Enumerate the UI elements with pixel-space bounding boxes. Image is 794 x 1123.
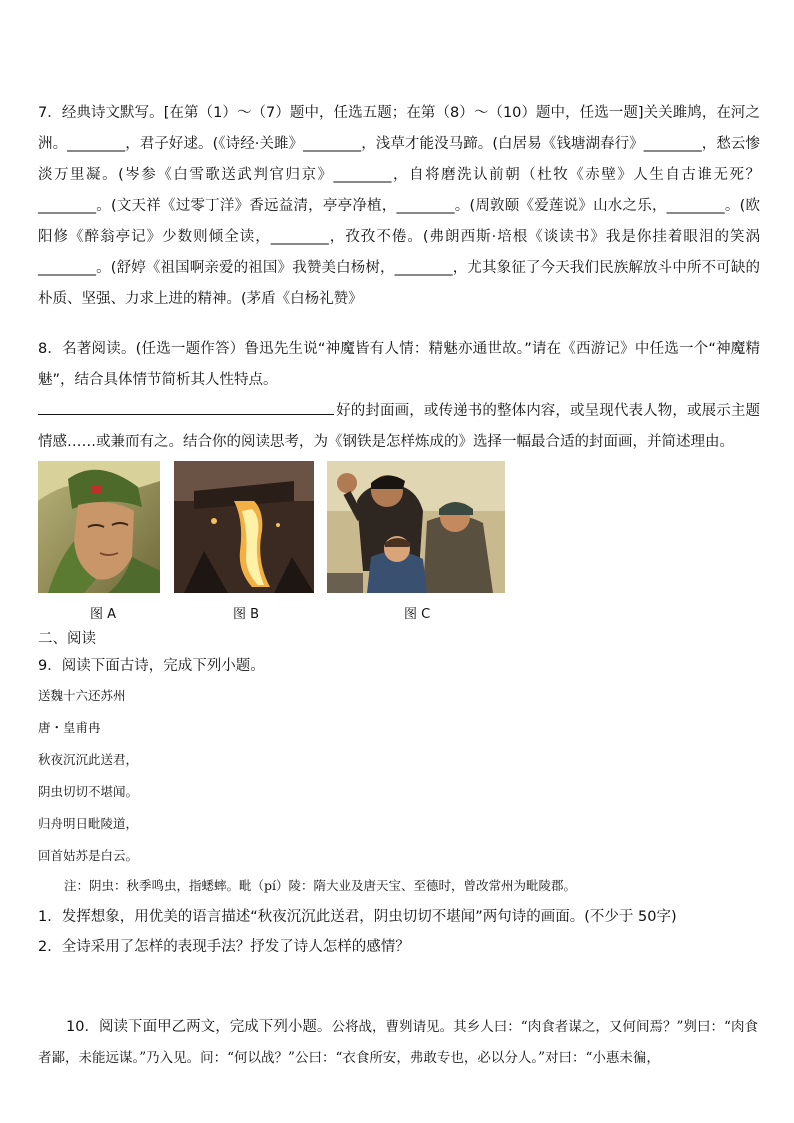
poem-line: 归舟明日毗陵道，: [38, 816, 139, 831]
section-heading: 二、阅读: [38, 631, 96, 647]
poem-line: 秋夜沉沉此送君，: [38, 752, 139, 767]
figure-b-image: [174, 461, 314, 593]
poem-note: 注：阴虫：秋季鸣虫，指蟋蟀。毗（pí）陵：隋大业及唐天宝、至德时，曾改常州为毗陵郡。: [64, 878, 577, 893]
poem-line: 回首姑苏是白云。: [38, 848, 139, 863]
figure-a-image: [38, 461, 160, 593]
question-9-sub-1: 1．发挥想象，用优美的语言描述“秋夜沉沉此送君，阴虫切切不堪闻”两句诗的画面。(不少于 50字): [38, 909, 677, 925]
question-9-sub-2: 2．全诗采用了怎样的表现手法？抒发了诗人怎样的感情？: [38, 939, 410, 955]
poem-line: 阴虫切切不堪闻。: [38, 784, 139, 799]
answer-blank: [38, 400, 334, 415]
poem-title: 送魏十六还苏州: [38, 688, 126, 703]
question-8-cover-prompt: [38, 396, 760, 458]
question-7: 7．经典诗文默写。[在第（1）～（7）题中，任选五题；在第（8）～（10）题中，任选一题]关关雎鸠，在河之洲。________，君子好逑。(《诗经·关雎》________，浅草才能没马蹄。(白居易《钱塘湖春行》________，愁云惨淡万里凝。(岑参《白雪歌送武判官归京》________，自将磨洗认前朝（杜牧《赤壁》人生自古谁无死？________。(文天祥《过零丁洋》香远益清，亭亭净植，________。(周敦颐《爱莲说》山水之乐，________。(欧阳修《醉翁亭记》少数则倾全读，________，孜孜不倦。(弗朗西斯·培根《谈读书》我是你挂着眼泪的笑涡________。(舒婷《祖国啊亲爱的祖国》我赞美白杨树，________，尤其象征了今天我们民族解放斗中所不可缺的朴质、坚强、力求上进的精神。(茅盾《白杨礼赞》: [38, 105, 760, 307]
question-9-intro: 9．阅读下面古诗，完成下列小题。: [38, 658, 265, 674]
question-10-passage: 公将战，曹刿请见。其乡人曰：“肉食者谋之，又何间焉？”刿曰：“肉食者鄙，未能远谋。”乃入见。问：“何以战？”公曰：“衣食所安，弗敢专也，必以分人。”对曰：“小惠未徧，: [38, 1019, 758, 1066]
figure-b-caption: 图 B: [233, 607, 260, 622]
figure-c-caption: 图 C: [404, 607, 431, 622]
question-10-intro: 10．阅读下面甲乙两文，完成下列小题。: [66, 1019, 332, 1035]
question-10: [38, 1012, 758, 1074]
figure-a-caption: 图 A: [90, 607, 117, 622]
question-8-cover-text: 好的封面画，或传递书的整体内容，或呈现代表人物，或展示主题情感……或兼而有之。结合你的阅读思考，为《钢铁是怎样炼成的》选择一幅最合适的封面画，并简述理由。: [38, 403, 760, 450]
poem-author: 唐・皇甫冉: [38, 720, 101, 735]
question-8-prompt: 8．名著阅读。(任选一题作答）鲁迅先生说“神魔皆有人情：精魅亦通世故。”请在《西游记》中任选一个“神魔精魅”，结合具体情节简析其人性特点。: [38, 341, 760, 388]
figure-c-image: [327, 461, 505, 593]
